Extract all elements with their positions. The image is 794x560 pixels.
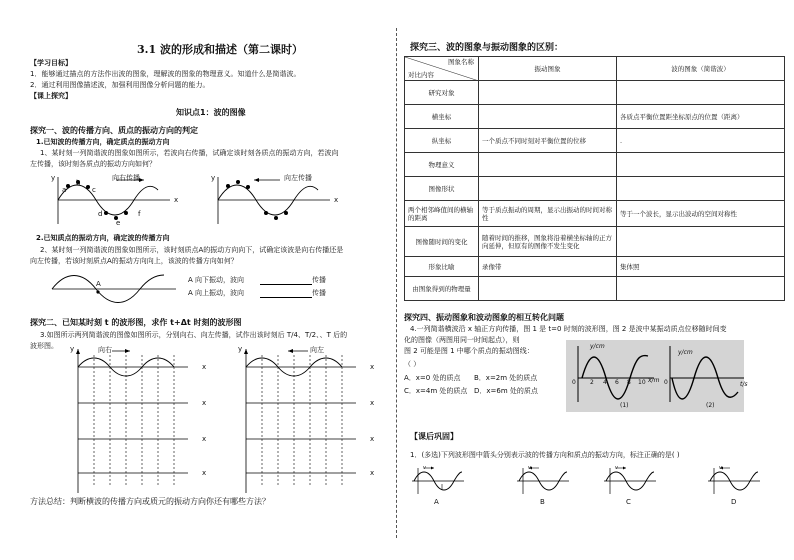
wave-figure-point-a — [48, 269, 178, 311]
choice-d-figure — [706, 466, 762, 496]
graph-2-caption: (2) — [706, 402, 715, 409]
wave-graph-1 — [568, 342, 658, 410]
row-label-quantities: 由图象得到的物理量 — [405, 277, 479, 301]
explore-1-title: 探究一、波的传播方向、质点的振动方向的判定 — [30, 126, 198, 135]
graph-1-y-label: y/cm — [590, 343, 605, 350]
comparison-table — [404, 56, 785, 301]
choice-c-figure — [602, 466, 658, 496]
answer-2-blank[interactable] — [260, 297, 312, 298]
graph-1-tick-10: 10 — [638, 379, 646, 386]
goals-heading: 【学习目标】 — [30, 59, 72, 67]
review-question-1: 1．(多选)下列波形图中箭头分别表示波的传播方向和质点的振动方向，标注正确的是( ) — [410, 451, 680, 459]
row-peak-distance-c2: 等于一个波长，显示出波动的空间对称性 — [617, 201, 785, 227]
point-e: e — [116, 219, 121, 227]
graph-1-tick-4: 4 — [603, 379, 607, 386]
row-label-meaning: 物理意义 — [405, 153, 479, 177]
grid-left-x-3: x — [370, 435, 375, 443]
row-peak-distance-c1: 等于质点振动的周期，显示出振动的时间对称性 — [479, 201, 617, 227]
grid-right-x-1: x — [202, 363, 207, 371]
row-x-axis-c2: 各质点平衡位置距坐标原点的位置（距离） — [617, 105, 785, 129]
question-4-line-2: 化的图像（两图用同一时间起点），则 — [404, 336, 520, 344]
class-heading: 【课上探究】 — [30, 92, 72, 100]
row-y-axis-c2: . — [617, 129, 785, 153]
review-heading: 【课后巩固】 — [410, 432, 458, 441]
option-b[interactable]: B．x=2m 处的质点 — [474, 374, 538, 382]
grid-left-x-2: x — [370, 399, 375, 407]
choice-d-v: v — [719, 465, 722, 471]
grid-figure-left — [230, 345, 360, 495]
row-analogy-c2: 集体照 — [617, 257, 785, 277]
question-1-line-1: 1、某时刻一列简谐波的图象如图所示，若波向右传播，试确定该时刻各质点的振动方向，若波向 — [40, 149, 339, 157]
answer-1-blank[interactable] — [260, 284, 312, 285]
choice-a-label[interactable]: A — [434, 498, 439, 506]
row-label-object: 研究对象 — [405, 81, 479, 105]
wave-graph-2 — [660, 342, 746, 410]
grid-right-y: y — [70, 345, 75, 353]
table-head-bottom: 对比内容 — [408, 71, 434, 79]
grid-right-x-4: x — [202, 469, 207, 477]
graph-1-tick-8: 8 — [627, 379, 631, 386]
table-col-vibration: 振动图象 — [479, 57, 617, 81]
grid-right-x-2: x — [202, 399, 207, 407]
grid-left-x-4: x — [370, 469, 375, 477]
explore-3-title: 探究三、波的图象与振动图象的区别： — [410, 43, 564, 53]
choice-c-label[interactable]: C — [626, 498, 631, 506]
grid-right-direction: 向右 — [98, 346, 112, 354]
explore-4-title: 探究四、振动图象和波动图象的相互转化问题 — [404, 313, 564, 322]
column-divider — [396, 28, 397, 538]
choice-b-label[interactable]: B — [540, 498, 545, 506]
row-label-time-change: 图像随时间的变化 — [405, 227, 479, 257]
row-analogy-c1: 录像带 — [479, 257, 617, 277]
wave-figure-left — [208, 172, 338, 227]
grid-left-y: y — [238, 345, 243, 353]
question-4-blank[interactable]: （ ） — [404, 360, 421, 368]
graph-1-caption: (1) — [620, 402, 629, 409]
row-label-analogy: 形象比喻 — [405, 257, 479, 277]
page-title: 3.1 波的形成和描述（第二课时） — [137, 43, 303, 56]
explore-1-sub-1: 1.已知波的传播方向，确定质点的振动方向 — [36, 138, 170, 146]
question-3-line-1: 3.如图所示两列简谐波的图像如图所示，分别向右、向左传播，试作出该时刻后 T/4、T/2、、T 后的 — [40, 331, 348, 339]
fig1-y-label: y — [51, 174, 56, 182]
row-label-x-axis: 横坐标 — [405, 105, 479, 129]
fig1-x-label: x — [174, 196, 179, 204]
fig2-direction: 向左传播 — [284, 174, 312, 182]
choice-b-figure — [515, 466, 571, 496]
method-summary: 方法总结：判断横波的传播方向或质元的振动方向你还有哪些方法？ — [30, 497, 270, 506]
choice-a-figure — [410, 466, 466, 496]
answer-1-suffix: 传播 — [312, 276, 326, 284]
option-d[interactable]: D．x=6m 处的质点 — [474, 387, 538, 395]
question-4-line-1: 4.一列简谐横波沿 x 轴正方向传播，图 1 是 t=0 时刻的波形图，图 2 是波中某振动质点位移随时间变 — [410, 325, 727, 333]
graph-2-x-label: t/s — [740, 381, 748, 388]
question-2-line-2: 向左传播，若该时刻质点A的振动方向向上，该波的传播方向如何？ — [30, 257, 238, 265]
point-d: d — [98, 210, 103, 218]
fig2-x-label: x — [334, 196, 339, 204]
goal-1: 1．能够通过描点的方法作出波的图象，理解波的图象的物理意义。知道什么是简谐波。 — [30, 70, 301, 78]
grid-figure-right — [62, 345, 192, 495]
point-A: A — [96, 280, 101, 288]
row-y-axis-c1: 一个质点不同时刻对平衡位置的位移 — [479, 129, 617, 153]
row-meaning-c2 — [617, 153, 785, 177]
row-object-c2 — [617, 81, 785, 105]
fig1-direction: 向右传播 — [112, 174, 140, 182]
row-label-shape: 图像形状 — [405, 177, 479, 201]
choice-d-label[interactable]: D — [731, 498, 737, 506]
row-label-peak-distance: 两个相邻峰值间的横轴的距离 — [405, 201, 479, 227]
choice-a-v: v — [423, 465, 426, 471]
graph-2-y-label: y/cm — [678, 349, 693, 356]
row-shape-c2 — [617, 177, 785, 201]
row-time-change-c2 — [617, 227, 785, 257]
grid-left-x-1: x — [370, 363, 375, 371]
knowledge-point-1: 知识点1：波的图像 — [176, 108, 246, 117]
choice-b-v: v — [528, 465, 531, 471]
goal-2: 2．通过利用图像描述波，加强利用图像分析问题的能力。 — [30, 81, 210, 89]
graph-1-tick-0: 0 — [572, 379, 576, 386]
graph-2-origin: 0 — [664, 379, 668, 386]
graph-1-x-label: x/m — [648, 377, 660, 384]
grid-left-direction: 向左 — [310, 346, 324, 354]
row-time-change-c1: 随着时间的推移，图象将沿着横坐标轴的正方向延伸，但原有的图像不发生变化 — [479, 227, 617, 257]
row-label-y-axis: 纵坐标 — [405, 129, 479, 153]
row-x-axis-c1 — [479, 105, 617, 129]
point-a: a — [62, 186, 67, 194]
answer-2-text: A 向上振动，波向 — [188, 289, 245, 297]
graph-1-tick-2: 2 — [590, 379, 594, 386]
question-2-line-1: 2、某时刻一列简谐波的图象如图所示，该时刻质点A的振动方向向下，试确定该波是向右传播还是 — [40, 246, 344, 254]
question-3-line-2: 波形图。 — [30, 342, 58, 350]
table-col-wave: 波的图象（简谐波） — [617, 57, 785, 81]
point-c: c — [92, 186, 96, 194]
row-shape-c1 — [479, 177, 617, 201]
option-a[interactable]: A．x=0 处的质点 — [404, 374, 461, 382]
point-f: f — [138, 210, 141, 218]
choice-c-v: v — [615, 465, 618, 471]
question-4-line-3: 图 2 可能是图 1 中哪个质点的振动图线： — [404, 347, 534, 355]
row-object-c1 — [479, 81, 617, 105]
graph-1-tick-6: 6 — [615, 379, 619, 386]
explore-1-sub-2: 2.已知质点的振动方向，确定波的传播方向 — [36, 234, 170, 242]
question-1-line-2: 左传播，该时刻各质点的振动方向如何？ — [30, 160, 156, 168]
grid-right-x-3: x — [202, 435, 207, 443]
option-c[interactable]: C．x=4m 处的质点 — [404, 387, 468, 395]
explore-2-title: 探究二、已知某时刻 t 的波形图，求作 t+Δt 时刻的波形图 — [30, 318, 242, 327]
row-quantities-c1 — [479, 277, 617, 301]
point-b: b — [76, 179, 81, 187]
row-meaning-c1 — [479, 153, 617, 177]
fig2-y-label: y — [211, 174, 216, 182]
table-head-top: 图象名称 — [448, 58, 474, 66]
answer-1-text: A 向下振动，波向 — [188, 276, 245, 284]
answer-2-suffix: 传播 — [312, 289, 326, 297]
row-quantities-c2 — [617, 277, 785, 301]
table-corner-cell — [405, 57, 479, 81]
